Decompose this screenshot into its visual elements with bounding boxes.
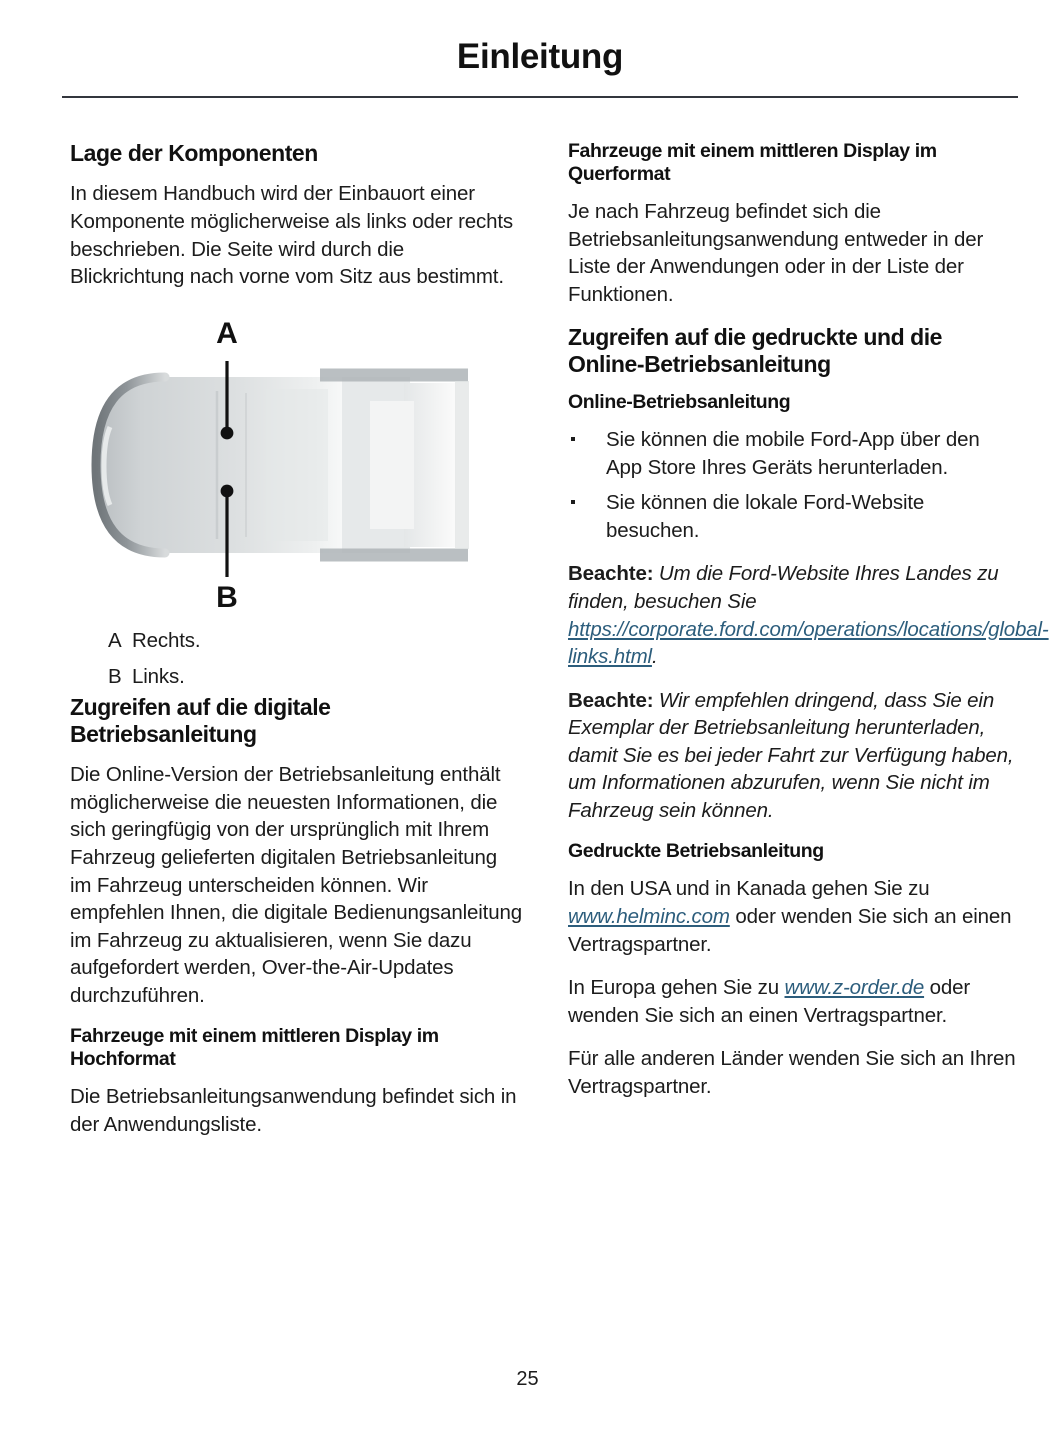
- list-item: [568, 426, 1020, 481]
- callout-a-dot: [221, 426, 234, 439]
- paragraph-europa: [568, 974, 1020, 1029]
- heading-zugreifen-gedruckte-online: Zugreifen auf die gedruckte und die Online-Betriebsanleitung: [568, 324, 943, 377]
- page-title: Einleitung: [456, 37, 624, 76]
- vehicle-body: [96, 375, 468, 555]
- paragraph-digitale-betriebsanleitung: Die Online-Version der Betriebsanleitung enthält möglicherweise die neuesten Informationen, die sich geringfügig von der ursprünglich mit Ihrem Fahrzeug gelieferten digitalen Betriebsanleitung im Fahrzeug unterscheiden können. Wir empfehlen Ihnen, die digitale Bedienungsanleitung im Fahrzeug zu aktualisieren, wenn Sie dazu aufgefordert werden, Over-the-Air-Updates durchzuführen.: [70, 763, 522, 1007]
- legend-text-a: Rechts.: [132, 628, 201, 652]
- legend-row-b: [70, 659, 522, 695]
- text-after-link: oder wenden Sie sich an einen Vertragspartner.: [568, 976, 971, 1027]
- paragraph-usa-kanada: [568, 875, 1020, 958]
- paragraph-display-hochformat: Die Betriebsanleitungsanwendung befindet sich in der Anwendungsliste.: [70, 1085, 517, 1136]
- bullet-dot-icon: [571, 437, 575, 441]
- heading-display-hochformat: Fahrzeuge mit einem mittleren Display im Hochformat: [70, 1025, 439, 1071]
- note-label: Beachte:: [568, 562, 654, 586]
- heading-lage-der-komponenten: Lage der Komponenten: [70, 140, 318, 166]
- legend-row-a: [70, 623, 522, 659]
- text-before-link: In Europa gehen Sie zu: [568, 976, 785, 1000]
- page-number: 25: [516, 1368, 539, 1390]
- link-ford-global-locations[interactable]: https://corporate.ford.com/operations/locations/global-links.html: [568, 617, 1049, 669]
- page-header: [62, 38, 1018, 77]
- link-helminc[interactable]: www.helminc.com: [568, 905, 730, 928]
- note-text: Wir empfehlen dringend, dass Sie ein Exemplar der Betriebsanleitung herunterladen, damit Sie es bei jeder Fahrt zur Verfügung haben, um Informationen abzurufen, wenn Sie nicht im Fahrzeug sein können.: [568, 688, 1014, 822]
- right-column: [568, 140, 1049, 1100]
- header-divider: [62, 96, 1018, 98]
- left-column: [70, 140, 522, 1139]
- legend-text-b: Links.: [132, 664, 185, 688]
- list-item-text: Sie können die mobile Ford-App über den App Store Ihres Geräts herunterladen.: [606, 428, 980, 479]
- note-download-empfehlung: [568, 687, 1020, 825]
- vehicle-diagram-svg: [70, 315, 522, 615]
- bullet-list-online: [568, 426, 1020, 544]
- note-label: Beachte:: [568, 688, 654, 712]
- list-item: [568, 489, 1020, 544]
- note-text-after: .: [651, 645, 658, 669]
- text-after-link: oder wenden Sie sich an einen Vertragspartner.: [568, 905, 1012, 956]
- heading-display-querformat: Fahrzeuge mit einem mittleren Display im Querformat: [568, 140, 937, 185]
- vehicle-top-view-figure: [70, 315, 522, 615]
- note-ford-website: [568, 560, 1049, 670]
- figure-label-b: B: [216, 580, 238, 614]
- paragraph-lage-der-komponenten: In diesem Handbuch wird der Einbauort einer Komponente möglicherweise als links oder rechts beschrieben. Die Seite wird durch die Blickrichtung nach vorne vom Sitz aus bestimmt.: [70, 182, 514, 289]
- figure-legend: [70, 623, 522, 695]
- legend-key-a: A: [108, 628, 122, 652]
- link-z-order[interactable]: www.z-order.de: [784, 976, 925, 1000]
- list-item-text: Sie können die lokale Ford-Website besuchen.: [606, 491, 925, 542]
- note-text-before: Um die Ford-Website Ihres Landes zu finden, besuchen Sie: [568, 562, 999, 613]
- bullet-dot-icon: [571, 500, 575, 504]
- heading-zugreifen-digitale-betriebsanleitung: Zugreifen auf die digitale Betriebsanleitung: [70, 694, 331, 747]
- legend-key-b: B: [108, 664, 122, 688]
- paragraph-andere-laender: Für alle anderen Länder wenden Sie sich an Ihren Vertragspartner.: [568, 1047, 1016, 1098]
- heading-gedruckte-betriebsanleitung: Gedruckte Betriebsanleitung: [568, 840, 824, 863]
- figure-label-a: A: [216, 316, 238, 350]
- text-before-link: In den USA und in Kanada gehen Sie zu: [568, 877, 930, 901]
- paragraph-display-querformat: Je nach Fahrzeug befindet sich die Betriebsanleitungsanwendung entweder in der Liste der Anwendungen oder in der Liste der Funktionen.: [568, 200, 984, 306]
- heading-online-betriebsanleitung: Online-Betriebsanleitung: [568, 391, 791, 414]
